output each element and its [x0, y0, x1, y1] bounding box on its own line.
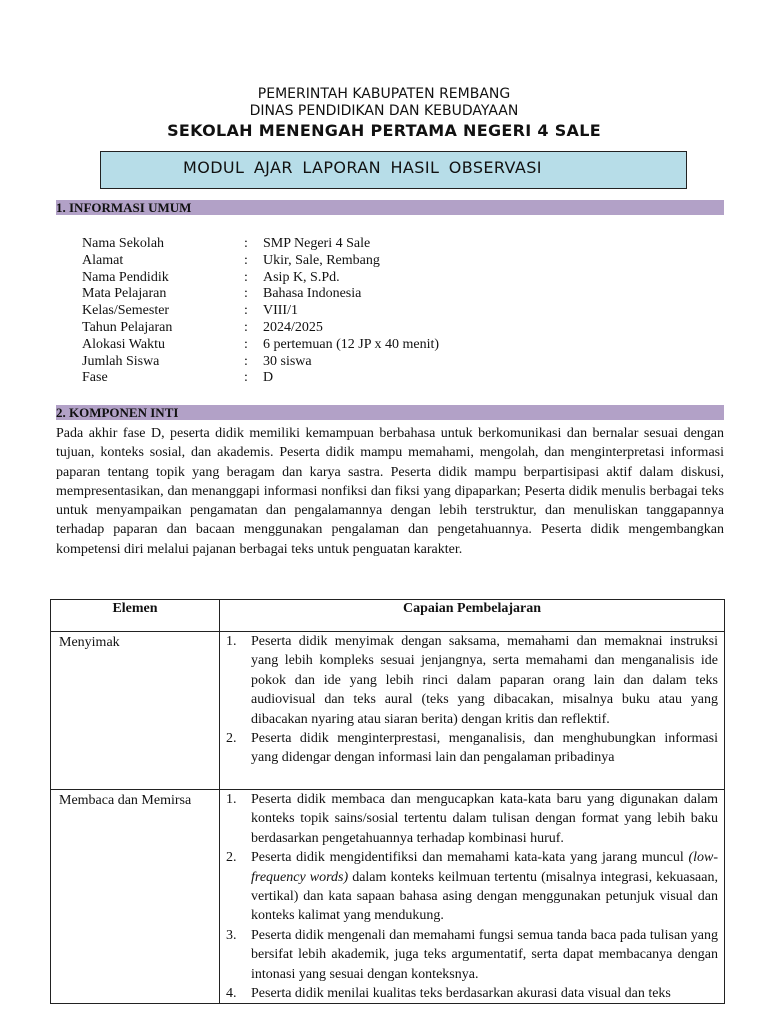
list-item: 4. Peserta didik menilai kualitas teks berdasarkan akurasi data visual dan teks	[226, 986, 671, 1002]
section-komponen-inti-heading: 2. KOMPONEN INTI	[56, 405, 724, 420]
list-item: 3. Peserta didik mengenali dan memahami fungsi semua tanda baca pada tulisan yang bersifat lebih akademik, juga teks argumentatif, serta dapat membacanya dengan intonasi yang sesuai dengan konteksnya.	[226, 927, 718, 982]
komponen-inti-paragraph: Pada akhir fase D, peserta didik memiliki kemampuan berbahasa untuk berkomunikasi dan bernalar sesuai dengan tujuan, konteks sosial, dan akademis. Peserta didik mampu memahami, mengolah, dan menginterpretasi informasi paparan tentang topik yang beragam dan karya sastra. Peserta didik mampu berpartisipasi aktif dalam diskusi, mempresentasikan, dan menanggapi informasi nonfiksi dan fiksi yang dipaparkan; Peserta didik menulis berbagai teks untuk menyampaikan pengamatan dan pengalamannya dengan lebih terstruktur, dan menuliskan tanggapannya terhadap paparan dan bacaan menggunakan pengalaman dan pengetahuannya. Peserta didik mengembangkan kompetensi diri melalui pajanan berbagai teks untuk penguatan karakter.	[56, 426, 724, 557]
column-header-elemen: Elemen	[51, 600, 220, 632]
list-item: 2. Peserta didik mengidentifiksi dan memahami kata-kata yang jarang muncul (low-frequency words) dalam konteks keilmuan tertentu (misalnya integrasi, kekuasaan, vertikal) dan kata sapaan bahasa asing dengan menggunakan petunjuk visual dan konteks kalimat yang mendukung.	[226, 850, 718, 924]
list-item: 1. Peserta didik menyimak dengan saksama, memahami dan memaknai instruksi yang lebih kompleks sesuai jenjangnya, serta memahami dan menganalisis ide pokok dan ide yang lebih rinci dalam paparan orang lain dan dalam teks audiovisual dan teks aural (teks yang dibacakan, misalnya buku atau yang dibacakan nyaring atau siaran berita) dengan kritis dan reflektif.	[226, 634, 718, 727]
learning-outcomes-table	[50, 599, 725, 1004]
table-row	[51, 632, 725, 790]
element-cell: Menyimak	[51, 632, 220, 790]
section-informasi-umum-heading: 1. INFORMASI UMUM	[56, 200, 724, 215]
module-title: MODUL AJAR LAPORAN HASIL OBSERVASI	[183, 158, 542, 177]
list-item: 1. Peserta didik membaca dan mengucapkan kata-kata baru yang digunakan dalam konteks topik sains/sosial tertentu dalam tulisan dengan format yang lebih baku berdasarkan pengetahuannya terhadap kombinasi huruf.	[226, 792, 718, 846]
element-cell: Membaca dan Memirsa	[51, 790, 220, 1004]
table-row	[51, 790, 725, 1004]
header-school: SEKOLAH MENENGAH PERTAMA NEGERI 4 SALE	[167, 121, 601, 140]
table-header-row	[51, 600, 725, 632]
column-header-capaian: Capaian Pembelajaran	[220, 600, 725, 632]
header-department: DINAS PENDIDIKAN DAN KEBUDAYAAN	[249, 103, 519, 119]
outcome-cell	[220, 632, 725, 790]
module-title-box	[100, 151, 687, 189]
list-item: 2. Peserta didik menginterprestasi, menganalisis, dan menghubungkan informasi yang didengar dengan informasi lain dan pengalaman pribadinya	[226, 731, 718, 766]
outcome-cell	[220, 790, 725, 1004]
header-government: PEMERINTAH KABUPATEN REMBANG	[257, 86, 511, 102]
